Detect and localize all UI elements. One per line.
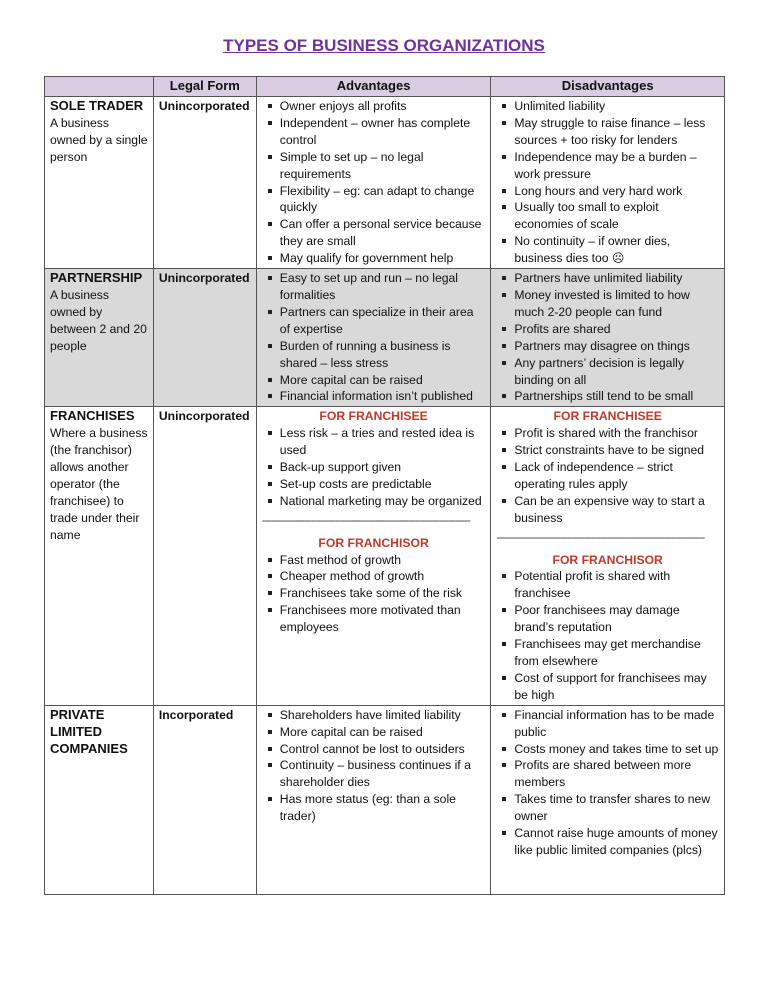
- list-item: More capital can be raised: [280, 724, 486, 741]
- list-item: Cost of support for franchisees may be high: [514, 670, 719, 704]
- page-title: TYPES OF BUSINESS ORGANIZATIONS: [223, 36, 545, 55]
- franchisor-advantages-list: [262, 552, 486, 637]
- list-item: Profits are shared: [514, 321, 719, 338]
- list-item: Any partners’ decision is legally binding on all: [514, 355, 719, 389]
- row-desc: Where a business (the franchisor) allows another operator (the franchisee) to trade under their name: [50, 426, 148, 542]
- list-item: Franchisees take some of the risk: [280, 585, 486, 602]
- list-item: Burden of running a business is shared – less stress: [280, 338, 486, 372]
- row-name: PARTNERSHIP: [50, 270, 143, 286]
- franchisee-heading: FOR FRANCHISEE: [553, 409, 662, 424]
- list-item: Takes time to transfer shares to new owner: [514, 791, 719, 825]
- row-sole-trader: [45, 97, 725, 269]
- list-item: Profit is shared with the franchisor: [514, 425, 719, 442]
- legal-form: Unincorporated: [153, 97, 256, 269]
- list-item: Flexibility – eg: can adapt to change quickly: [280, 183, 486, 217]
- list-item: Long hours and very hard work: [514, 183, 719, 200]
- list-item: Potential profit is shared with franchisee: [514, 568, 719, 602]
- row-desc: A business owned by between 2 and 20 people: [50, 287, 147, 353]
- franchisor-heading: FOR FRANCHISOR: [552, 552, 663, 567]
- list-item: Easy to set up and run – no legal formalities: [280, 270, 486, 304]
- divider: --------------------------------------------------------------------: [261, 512, 470, 527]
- list-item: No continuity – if owner dies, business dies too ☹: [514, 233, 719, 267]
- list-item: May struggle to raise finance – less sources + too risky for lenders: [514, 115, 719, 149]
- list-item: Simple to set up – no legal requirements: [280, 149, 486, 183]
- list-item: Money invested is limited to how much 2-20 people can fund: [514, 287, 719, 321]
- list-item: Independence may be a burden – work pressure: [514, 149, 719, 183]
- list-item: Lack of independence – strict operating rules apply: [514, 459, 719, 493]
- disadvantages-list: [496, 270, 719, 405]
- list-item: Partnerships still tend to be small: [514, 388, 719, 405]
- advantages-list: [262, 98, 486, 267]
- header-legal-form: Legal Form: [153, 77, 256, 97]
- list-item: Owner enjoys all profits: [280, 98, 486, 115]
- list-item: Set-up costs are predictable: [280, 476, 486, 493]
- list-item: Partners can specialize in their area of expertise: [280, 304, 486, 338]
- header-advantages: Advantages: [256, 77, 491, 97]
- list-item: Cannot raise huge amounts of money like public limited companies (plcs): [514, 826, 718, 857]
- list-item: Costs money and takes time to set up: [514, 741, 719, 756]
- list-item: Control cannot be lost to outsiders: [280, 741, 486, 758]
- list-item: Has more status (eg: than a sole trader): [280, 791, 486, 825]
- list-item: National marketing may be organized: [280, 493, 486, 510]
- header-blank: [45, 77, 154, 97]
- franchisor-heading: FOR FRANCHISOR: [318, 535, 429, 550]
- list-item: Cheaper method of growth: [280, 568, 486, 585]
- divider: --------------------------------------------------------------------: [496, 529, 705, 544]
- list-item: May qualify for government help: [280, 250, 486, 267]
- list-item: Fast method of growth: [280, 552, 486, 569]
- header-row: [45, 77, 725, 97]
- list-item: Independent – owner has complete control: [280, 115, 486, 149]
- list-item: Partners may disagree on things: [514, 338, 719, 355]
- list-item: Franchisees more motivated than employees: [280, 602, 486, 636]
- list-item: Partners have unlimited liability: [514, 270, 719, 287]
- list-item: Poor franchisees may damage brand’s reputation: [514, 602, 719, 636]
- list-item: Back-up support given: [280, 459, 486, 476]
- franchisor-disadvantages-list: [496, 568, 719, 703]
- row-partnership: [45, 269, 725, 407]
- row-franchises: [45, 407, 725, 705]
- list-item: Strict constraints have to be signed: [514, 442, 719, 459]
- row-name: SOLE TRADER: [50, 98, 144, 113]
- list-item: Franchisees may get merchandise from elsewhere: [514, 636, 719, 670]
- franchisee-disadvantages-list: [496, 425, 719, 526]
- list-item: Financial information isn’t published: [280, 388, 486, 405]
- header-disadvantages: Disadvantages: [491, 77, 725, 97]
- list-item: Less risk – a tries and rested idea is used: [280, 425, 486, 459]
- legal-form: Unincorporated: [153, 407, 256, 705]
- row-name: PRIVATE LIMITED COMPANIES: [50, 706, 128, 756]
- list-item: Unlimited liability: [514, 98, 719, 115]
- list-item: More capital can be raised: [280, 372, 486, 389]
- list-item: Profits are shared between more members: [514, 757, 719, 791]
- list-item: Financial information has to be made public: [514, 707, 719, 741]
- advantages-list: [262, 707, 486, 825]
- list-item: Can be an expensive way to start a business: [514, 493, 719, 527]
- list-item: Can offer a personal service because they are small: [280, 216, 486, 250]
- row-private-limited: [45, 705, 725, 894]
- list-item: Usually too small to exploit economies of scale: [514, 199, 719, 233]
- legal-form: Unincorporated: [153, 269, 256, 407]
- disadvantages-list: [496, 707, 719, 859]
- row-name: FRANCHISES: [50, 408, 135, 424]
- row-desc: A business owned by a single person: [50, 115, 148, 164]
- business-types-table: [44, 76, 725, 895]
- list-item: Shareholders have limited liability: [280, 707, 486, 724]
- legal-form: Incorporated: [153, 705, 256, 894]
- franchisee-heading: FOR FRANCHISEE: [319, 409, 428, 424]
- list-item: Continuity – business continues if a shareholder dies: [280, 757, 486, 791]
- disadvantages-list: [496, 98, 719, 267]
- advantages-list: [262, 270, 486, 405]
- franchisee-advantages-list: [262, 425, 486, 510]
